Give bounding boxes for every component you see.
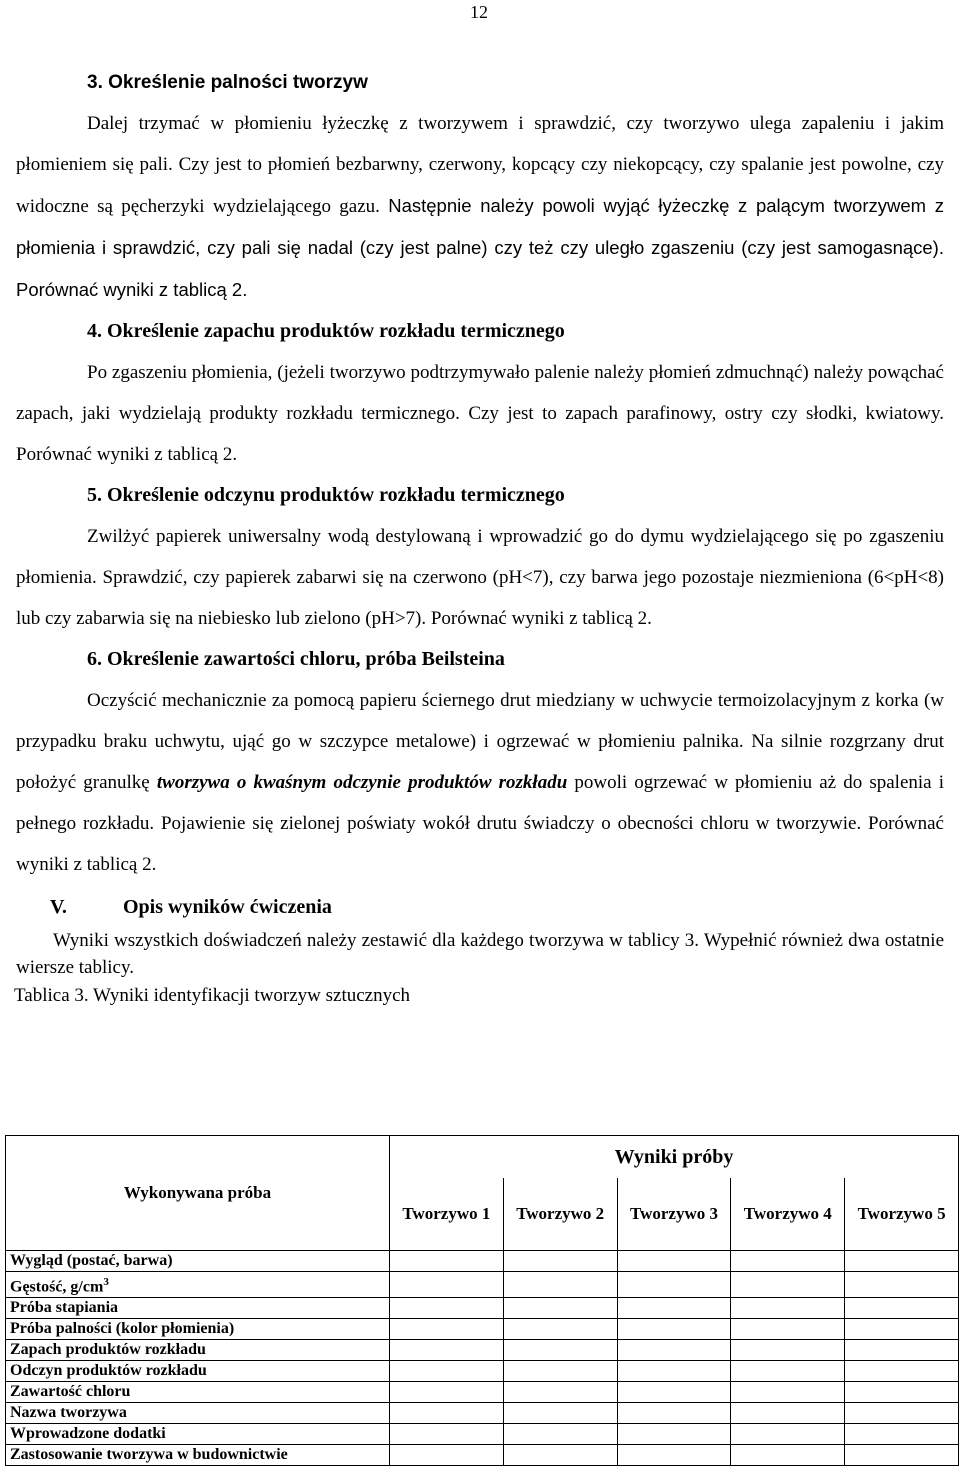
table-row: Wprowadzone dodatki [6, 1424, 959, 1445]
document-body [16, 62, 944, 1011]
section-v-paragraph: Wyniki wszystkich doświadczeń należy zestawić dla każdego tworzywa w tablicy 3. Wypełnić również dwa ostatnie wiersze tablicy. [16, 930, 944, 978]
table-row: Próba stapiania [6, 1298, 959, 1319]
table-row: Zapach produktów rozkładu [6, 1340, 959, 1361]
table-header-material-4: Tworzywo 4 [731, 1178, 845, 1251]
section-5-paragraph: Zwilżyć papierek uniwersalny wodą destylowaną i wprowadzić go do dymu wydzielającego się po zgaszeniu płomienia. Sprawdzić, czy papierek zabarwi się na czerwono (pH<7), czy barwa jego pozostaje niezmieniona (6<pH<8) lub czy zabarwia się na niebiesko lub zielono (pH>7). Porównać wyniki z tablicą 2. [16, 526, 944, 629]
section-4-paragraph: Po zgaszeniu płomienia, (jeżeli tworzywo podtrzymywało palenie należy płomień zdmuchnąć) należy powąchać zapach, jaki wydzielają produkty rozkładu termicznego. Czy jest to zapach parafinowy, ostry czy słodki, kwiatowy. Porównać wyniki z tablicą 2. [16, 362, 944, 465]
section-6-heading: 6. Określenie zawartości chloru, próba Beilsteina [87, 648, 505, 670]
table-row: Zawartość chloru [6, 1382, 959, 1403]
section-6-emphasis: tworzywa o kwaśnym odczynie produktów rozkładu [156, 772, 568, 793]
results-table [5, 1135, 959, 1466]
table-header-material-1: Tworzywo 1 [390, 1178, 504, 1251]
table-row: Nazwa tworzywa [6, 1403, 959, 1424]
section-4-heading: 4. Określenie zapachu produktów rozkładu termicznego [87, 320, 565, 342]
table-header-procedure: Wykonywana próba [6, 1136, 390, 1251]
table-row: Próba palności (kolor płomienia) [6, 1319, 959, 1340]
table-header-material-5: Tworzywo 5 [845, 1178, 959, 1251]
table-row: Wygląd (postać, barwa) [6, 1251, 959, 1272]
section-5-heading: 5. Określenie odczynu produktów rozkładu termicznego [87, 484, 565, 506]
table-row: Zastosowanie tworzywa w budownictwie [6, 1445, 959, 1466]
section-3-paragraph-2: Następnie należy powoli wyjąć łyżeczkę z palącym tworzywem z płomienia i sprawdzić, czy pali się nadal (czy jest palne) czy też czy uległo zgaszeniu (czy jest samogasnące). Porównać wyniki z tablicą 2. [16, 195, 944, 300]
section-6-paragraph: Oczyścić mechanicznie za pomocą papieru ściernego drut miedziany w uchwycie termoizolacyjnym z korka (w przypadku braku uchwytu, ująć go w szczypce metalowe) i ogrzewać w płomieniu palnika. Na silnie rozgrzany drut położyć granulkę tworzywa o kwaśnym odczynie produktów rozkładu powoli ogrzewać w płomieniu aż do spalenia i pełnego rozkładu. Pojawienie się zielonej poświaty wokół drutu świadczy o obecności chloru w tworzywie. Porównać wyniki z tablicą 2. [16, 690, 944, 875]
table-header-results: Wyniki próby [390, 1136, 959, 1179]
page-number: 12 [470, 2, 488, 22]
section-v-heading: V. Opis wyników ćwiczenia [50, 896, 332, 918]
table-caption: Tablica 3. Wyniki identyfikacji tworzyw sztucznych [14, 985, 411, 1006]
table-header-material-3: Tworzywo 3 [617, 1178, 731, 1251]
table-row: Odczyn produktów rozkładu [6, 1361, 959, 1382]
table-row: Gęstość, $g/cm^3$ [6, 1272, 959, 1298]
section-3-paragraph-1: Dalej trzymać w płomieniu łyżeczkę z tworzywem i sprawdzić, czy tworzywo ulega zapaleniu i jakim płomieniem się pali. Czy jest to płomień bezbarwny, czerwony, kopcący czy niekopcący, czy spalanie jest powolne, czy widoczne są pęcherzyki wydzielającego gazu. Następnie należy powoli wyjąć łyżeczkę z palącym tworzywem z płomienia i sprawdzić, czy pali się nadal (czy jest palne) czy też czy uległo zgaszeniu (czy jest samogasnące). Porównać wyniki z tablicą 2. [16, 113, 944, 300]
section-3-heading: 3. Określenie palności tworzyw [87, 72, 368, 93]
table-header-material-2: Tworzywo 2 [503, 1178, 617, 1251]
